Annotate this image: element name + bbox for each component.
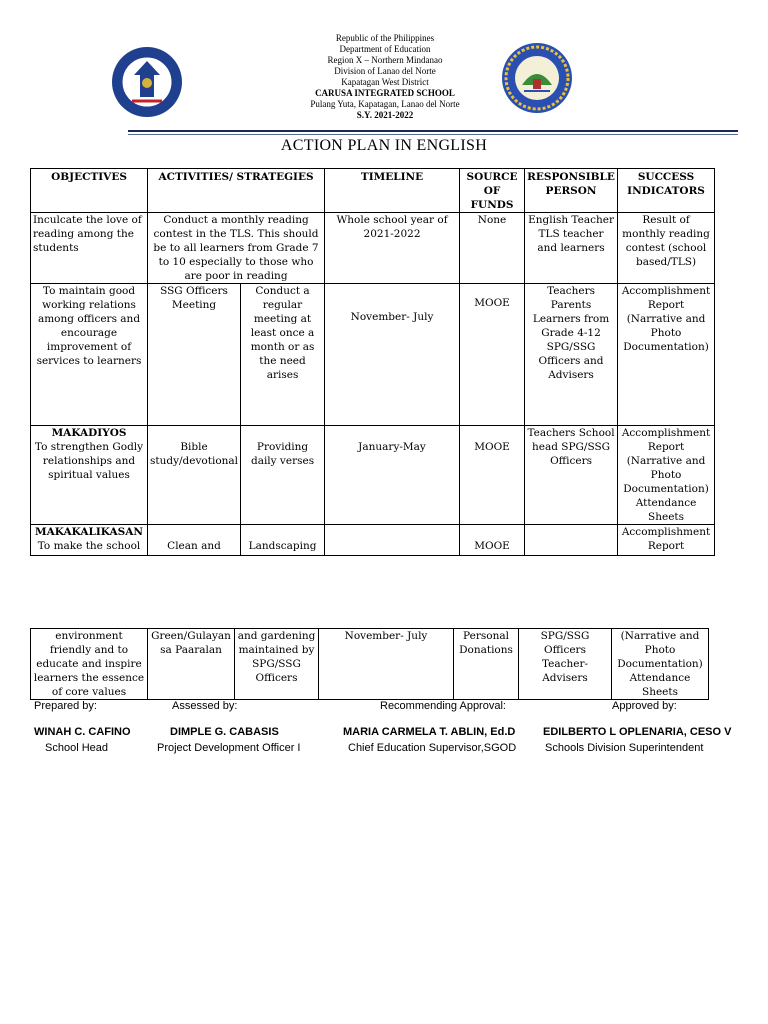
- activity-cell: Green/Gulayan sa Paaralan: [148, 629, 235, 700]
- school-address: Pulang Yuta, Kapatagan, Lanao del Norte: [310, 99, 460, 109]
- column-header: TIMELINE: [325, 169, 460, 213]
- objective-text: To strengthen Godly relationships and spiritual values: [34, 441, 144, 481]
- recommending-position: Chief Education Supervisor,SGOD: [348, 742, 517, 754]
- letterhead-text: [250, 33, 520, 121]
- person-cell: Teachers Parents Learners from Grade 4-12 SPG/SSG Officers and Advisers: [525, 284, 618, 426]
- approved-by-label: Approved by:: [612, 700, 677, 712]
- activity-cell: Bible study/devotional: [148, 426, 241, 525]
- action-plan-table: [30, 168, 715, 556]
- strategy-cell: Conduct a regular meeting at least once a month or as the need arises: [241, 284, 325, 426]
- core-value-heading: MAKAKALIKASAN: [35, 526, 143, 538]
- table-header-row: [31, 169, 715, 213]
- header-line: Department of Education: [339, 44, 431, 54]
- timeline-cell: November- July: [319, 629, 454, 700]
- table-row: [31, 426, 715, 525]
- funds-cell: MOOE: [460, 284, 525, 426]
- school-name: CARUSA INTEGRATED SCHOOL: [315, 88, 455, 98]
- person-cell: [525, 525, 618, 556]
- funds-cell: MOOE: [460, 525, 525, 556]
- prepared-by-position: School Head: [45, 742, 108, 754]
- strategy-cell: and gardening maintained by SPG/SSG Officers: [235, 629, 319, 700]
- header-line: Kapatagan West District: [341, 77, 429, 87]
- timeline-cell: November- July: [325, 284, 460, 426]
- person-cell: English Teacher TLS teacher and learners: [525, 213, 618, 284]
- objective-cell: To maintain good working relations among officers and encourage improvement of services to learners: [31, 284, 148, 426]
- column-header: ACTIVITIES/ STRATEGIES: [148, 169, 325, 213]
- timeline-cell: [325, 525, 460, 556]
- prepared-by-label: Prepared by:: [34, 700, 97, 712]
- school-year: S.Y. 2021-2022: [356, 110, 414, 120]
- strategy-cell: Landscaping: [241, 525, 325, 556]
- core-value-heading: MAKADIYOS: [51, 427, 127, 439]
- assessed-by-label: Assessed by:: [172, 700, 238, 712]
- assessed-by-name: DIMPLE G. CABASIS: [170, 726, 279, 738]
- table-row: [31, 213, 715, 284]
- assessed-by-position: Project Development Officer I: [157, 742, 301, 754]
- table-row: [31, 284, 715, 426]
- timeline-cell: Whole school year of 2021-2022: [325, 213, 460, 284]
- header-divider: [128, 130, 738, 132]
- objective-cell: Inculcate the love of reading among the students: [31, 213, 148, 284]
- approved-by-name: EDILBERTO L OPLENARIA, CESO V: [543, 726, 732, 738]
- header-line: Division of Lanao del Norte: [334, 66, 436, 76]
- table-row: [31, 629, 709, 700]
- activity-cell: Clean and: [148, 525, 241, 556]
- indicator-cell: Accomplishment Report (Narrative and Photo Documentation): [618, 284, 715, 426]
- indicator-cell: Result of monthly reading contest (school based/TLS): [618, 213, 715, 284]
- column-header: SUCCESS INDICATORS: [618, 169, 715, 213]
- header-line: Region X – Northern Mindanao: [327, 55, 443, 65]
- column-header: SOURCE OF FUNDS: [460, 169, 525, 213]
- indicator-cell: Accomplishment Report: [618, 525, 715, 556]
- funds-cell: MOOE: [460, 426, 525, 525]
- recommending-approval-label: Recommending Approval:: [380, 700, 506, 712]
- table-row: [31, 525, 715, 556]
- recommending-name: MARIA CARMELA T. ABLIN, Ed.D: [343, 726, 516, 738]
- header-line: Republic of the Philippines: [335, 33, 435, 43]
- activity-cell: Conduct a monthly reading contest in the TLS. This should be to all learners from Grade 7 to 10 especially to those who are poor in reading: [148, 213, 325, 284]
- school-seal-logo: [500, 41, 574, 115]
- action-plan-table-continued: [30, 628, 709, 700]
- funds-cell: None: [460, 213, 525, 284]
- person-cell: SPG/SSG Officers Teacher-Advisers: [519, 629, 612, 700]
- funds-cell: Personal Donations: [454, 629, 519, 700]
- approved-by-position: Schools Division Superintendent: [545, 742, 704, 754]
- column-header: RESPONSIBLE PERSON: [525, 169, 618, 213]
- letterhead: [0, 33, 768, 123]
- strategy-cell: Providing daily verses: [241, 426, 325, 525]
- column-header: OBJECTIVES: [31, 169, 148, 213]
- objective-cell: environment friendly and to educate and inspire learners the essence of core values: [31, 629, 148, 700]
- indicator-cell: Accomplishment Report (Narrative and Photo Documentation) Attendance Sheets: [618, 426, 715, 525]
- timeline-cell: January-May: [325, 426, 460, 525]
- indicator-cell: (Narrative and Photo Documentation) Attendance Sheets: [612, 629, 709, 700]
- objective-cell: [31, 426, 148, 525]
- deped-seal-logo: [110, 45, 184, 119]
- activity-cell: SSG Officers Meeting: [148, 284, 241, 426]
- objective-cell: [31, 525, 148, 556]
- person-cell: Teachers School head SPG/SSG Officers: [525, 426, 618, 525]
- objective-text: To make the school: [37, 540, 141, 552]
- document-title: ACTION PLAN IN ENGLISH: [280, 137, 488, 154]
- header-divider-thin: [128, 134, 738, 135]
- prepared-by-name: WINAH C. CAFINO: [34, 726, 131, 738]
